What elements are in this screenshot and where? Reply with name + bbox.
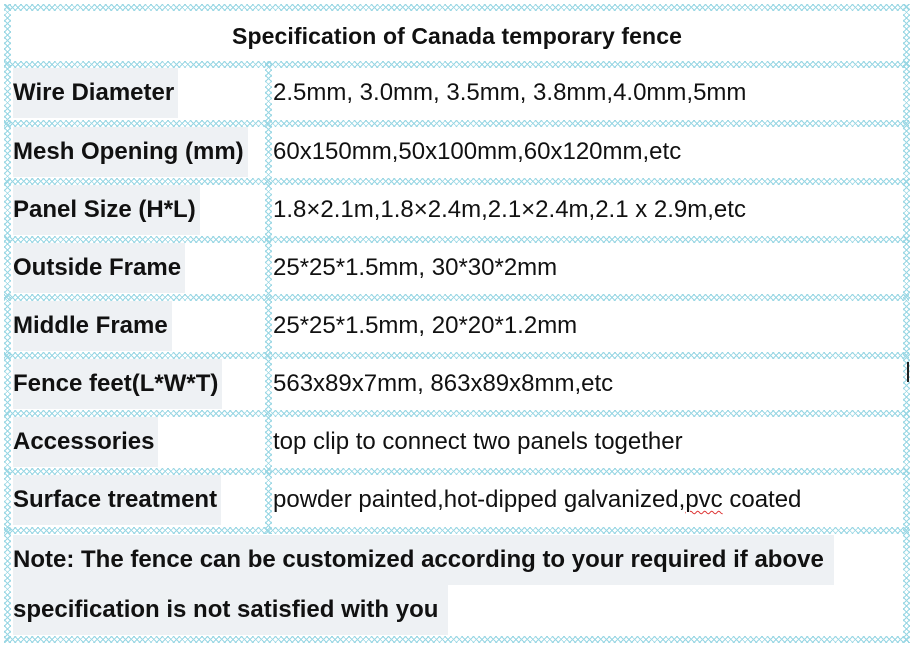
- table-row: [11, 417, 903, 467]
- grid-line: [4, 120, 909, 127]
- table-row: [11, 243, 903, 293]
- row-label: Wire Diameter: [13, 68, 178, 118]
- row-label: Fence feet(L*W*T): [13, 359, 222, 409]
- row-label: Middle Frame: [13, 301, 172, 351]
- grid-line-left: [4, 4, 11, 643]
- grid-line: [4, 410, 909, 417]
- table-note: [13, 535, 903, 635]
- row-label: Outside Frame: [13, 243, 185, 293]
- note-line-1: Note: The fence can be customized according to your required if above: [13, 535, 834, 585]
- row-value: 563x89x7mm, 863x89x8mm,etc: [273, 370, 614, 397]
- grid-line: [4, 236, 909, 243]
- row-value: 2.5mm, 3.0mm, 3.5mm, 3.8mm,4.0mm,5mm: [273, 79, 747, 106]
- grid-line: [4, 468, 909, 475]
- grid-line: [4, 352, 909, 359]
- row-value: 25*25*1.5mm, 30*30*2mm: [273, 254, 558, 281]
- row-label: Accessories: [13, 417, 158, 467]
- table-row: [11, 127, 903, 177]
- value-part: coated: [722, 486, 802, 513]
- grid-line-right: [903, 4, 910, 643]
- row-value: [273, 475, 801, 525]
- table-row: [11, 359, 903, 409]
- grid-line-bottom: [4, 636, 909, 643]
- row-label: Mesh Opening (mm): [13, 127, 248, 177]
- row-label: Panel Size (H*L): [13, 185, 200, 235]
- grid-line: [4, 178, 909, 185]
- table-row: [11, 301, 903, 351]
- row-value: 25*25*1.5mm, 20*20*1.2mm: [273, 312, 578, 339]
- row-value: 1.8×2.1m,1.8×2.4m,2.1×2.4m,2.1 x 2.9m,etc: [273, 196, 746, 223]
- table-row: [11, 68, 903, 118]
- grid-line: [4, 294, 909, 301]
- grid-line-top: [4, 4, 909, 11]
- table-title: Specification of Canada temporary fence: [232, 22, 682, 49]
- table-row: [11, 475, 903, 525]
- text-cursor: [907, 362, 909, 382]
- row-label: Surface treatment: [13, 475, 221, 525]
- grid-line: [4, 527, 909, 534]
- table-row: [11, 185, 903, 235]
- grid-line: [4, 61, 909, 68]
- value-part: powder painted,hot-dipped galvanized,: [273, 486, 686, 513]
- row-value: 60x150mm,50x100mm,60x120mm,etc: [273, 138, 682, 165]
- row-value: top clip to connect two panels together: [273, 428, 683, 455]
- note-line-2: specification is not satisfied with you: [13, 585, 448, 635]
- spellcheck-flagged-word: pvc: [685, 486, 723, 513]
